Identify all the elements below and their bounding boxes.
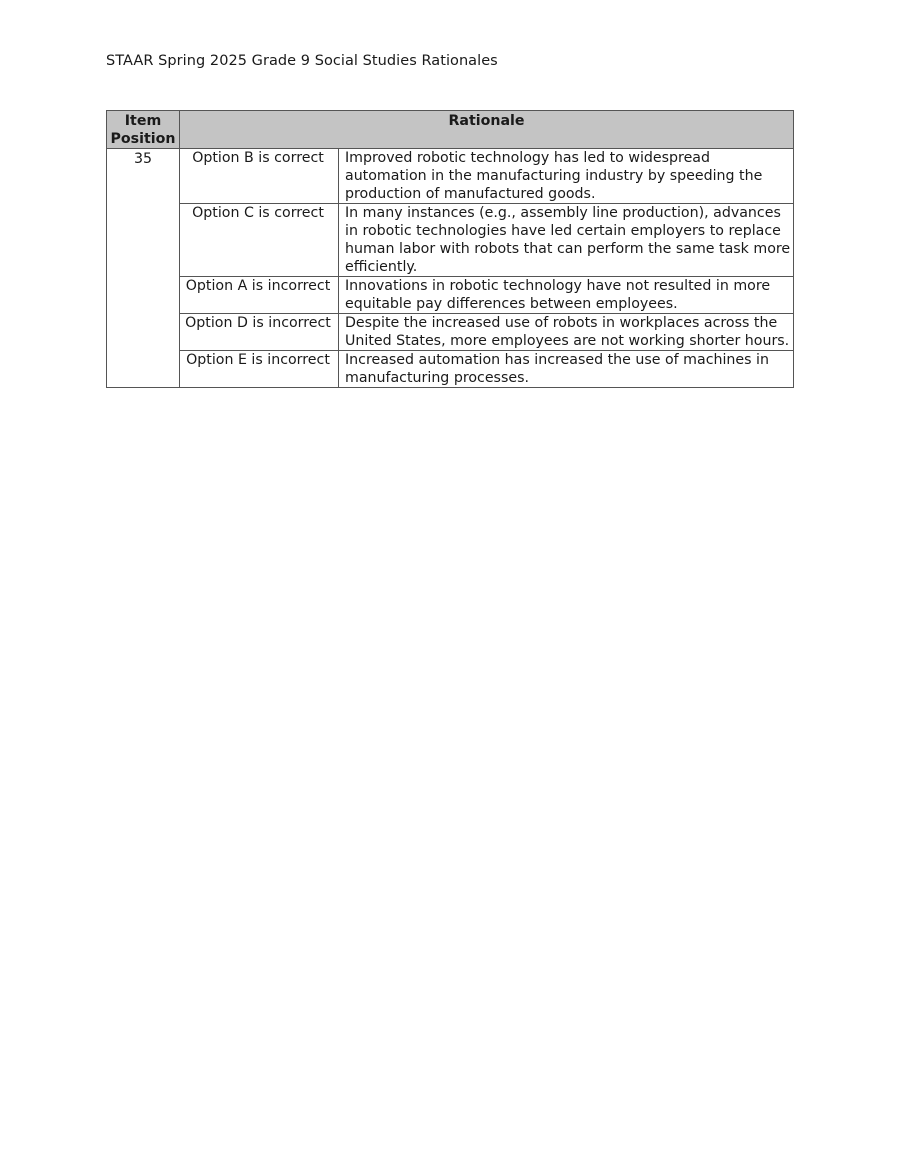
rationale-text: Improved robotic technology has led to widespread automation in the manufacturing industry by speeding the production of manufactured goods. xyxy=(339,149,794,204)
rationale-text: Despite the increased use of robots in workplaces across the United States, more employees are not working shorter hours. xyxy=(339,314,794,351)
page-header: STAAR Spring 2025 Grade 9 Social Studies Rationales xyxy=(106,53,498,69)
table-header-row xyxy=(107,111,794,149)
table-row xyxy=(107,314,794,351)
rationale-header: Rationale xyxy=(180,111,794,149)
table-row xyxy=(107,277,794,314)
table-row xyxy=(107,204,794,277)
option-label: Option D is incorrect xyxy=(180,314,339,351)
option-label: Option E is incorrect xyxy=(180,351,339,388)
rationale-table xyxy=(106,110,794,388)
item-position-header-line2: Position xyxy=(110,131,176,147)
option-label: Option A is incorrect xyxy=(180,277,339,314)
table-row xyxy=(107,149,794,204)
item-position-header-line1: Item xyxy=(124,113,162,129)
item-position-header xyxy=(107,111,180,149)
rationale-text: Increased automation has increased the use of machines in manufacturing processes. xyxy=(339,351,794,388)
option-label: Option B is correct xyxy=(180,149,339,204)
rationale-text: In many instances (e.g., assembly line production), advances in robotic technologies have led certain employers to replace human labor with robots that can perform the same task more efficiently. xyxy=(339,204,794,277)
option-label: Option C is correct xyxy=(180,204,339,277)
rationale-text: Innovations in robotic technology have not resulted in more equitable pay differences between employees. xyxy=(339,277,794,314)
item-position-cell: 35 xyxy=(107,149,180,388)
table-row xyxy=(107,351,794,388)
